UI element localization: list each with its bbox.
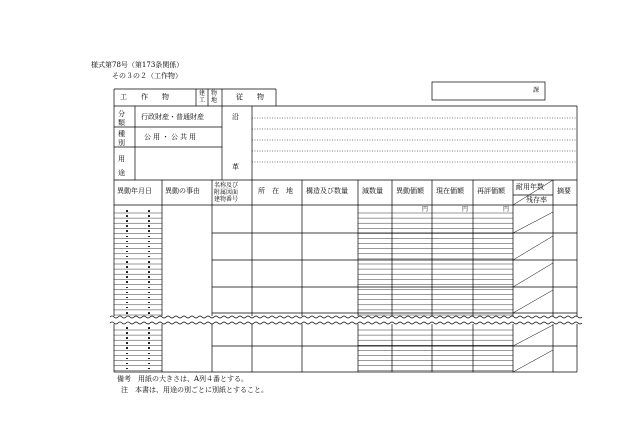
date-dot [126,246,128,248]
date-dot [126,236,128,238]
shubetsu-label: 種別 [118,130,125,147]
date-dot [148,342,150,344]
col-residual: 残存率 [526,196,547,204]
date-dot [148,312,150,314]
date-dot [148,215,150,217]
date-dot [148,353,150,355]
date-dot [148,281,150,283]
col-name-l2: 附属図面 [214,189,239,196]
unit-current-value: 円 [462,206,469,213]
date-dot [126,297,128,299]
date-dot [148,271,150,273]
col-date: 異動年月日 [117,187,152,195]
date-dot [126,276,128,278]
date-dot [148,276,150,278]
date-dot [148,266,150,268]
date-dot [126,215,128,217]
date-dot [126,241,128,243]
date-dot [148,225,150,227]
form-number: 様式第78号（第173条関係） [91,61,184,69]
note-size: 備考 用紙の大きさは、A列４番とする。 [117,375,249,383]
date-dot [148,230,150,232]
col-decrease: 減数量 [362,187,383,195]
date-dot [126,353,128,355]
bunrui-value: 行政財産・普通財産 [141,113,204,121]
date-dot [148,297,150,299]
col-location: 所 在 地 [258,187,293,195]
date-dot [148,287,150,289]
date-dot [148,327,150,329]
bunrui-label: 分類 [118,110,125,127]
col-reason: 異動の事由 [165,187,200,195]
date-dot [148,332,150,334]
note-usage: 注 本書は、用途の別ごとに別紙とすること。 [121,386,268,394]
kou-label: 工 [199,97,206,104]
date-dot [148,261,150,263]
butsu-label: 物 [211,90,218,97]
date-dot [126,342,128,344]
date-dot [148,210,150,212]
date-dot [126,230,128,232]
date-dot [148,241,150,243]
date-dot [126,292,128,294]
form-subtitle: その３の２（工作物） [112,72,182,80]
col-life: 耐用年数 [516,183,544,191]
shubetsu-value: 公用・公共用 [144,133,198,141]
date-dot [126,337,128,339]
date-dot [126,281,128,283]
chi-label: 地 [211,97,218,104]
date-dot [148,292,150,294]
date-dot [148,358,150,360]
date-dot [148,246,150,248]
col-reeval: 再評価額 [477,187,505,195]
col-name-l1: 名称及び [214,182,239,189]
date-dot [148,236,150,238]
date-dot [126,266,128,268]
col-remarks: 摘要 [557,187,571,195]
date-dot [126,327,128,329]
date-dot [148,220,150,222]
ken-label: 建 [199,90,206,97]
ka-label: 課 [533,87,540,94]
date-dot [126,220,128,222]
unit-change-amount: 円 [422,206,429,213]
unit-reeval: 円 [503,206,510,213]
date-dot [126,210,128,212]
date-dot [126,332,128,334]
date-dot [148,363,150,365]
date-dot [126,225,128,227]
kousaku-label: 工 作 物 [120,93,169,101]
date-dot [148,337,150,339]
col-change-amount: 異動価額 [396,187,424,195]
date-dot [126,312,128,314]
col-name-l3: 建物番号 [214,196,239,203]
shouryou-label: 従 物 [236,93,264,101]
col-current-value: 現在価額 [436,187,464,195]
date-dot [126,287,128,289]
kaku-label: 革 [232,163,239,171]
en-label: 沿 [232,113,239,121]
col-structure: 構造及び数量 [306,187,348,195]
date-dot [148,347,150,349]
date-dot [126,271,128,273]
date-dot [126,363,128,365]
date-dot [126,261,128,263]
yoto-label: 用途 [118,155,125,177]
date-dot [126,358,128,360]
date-dot [126,347,128,349]
